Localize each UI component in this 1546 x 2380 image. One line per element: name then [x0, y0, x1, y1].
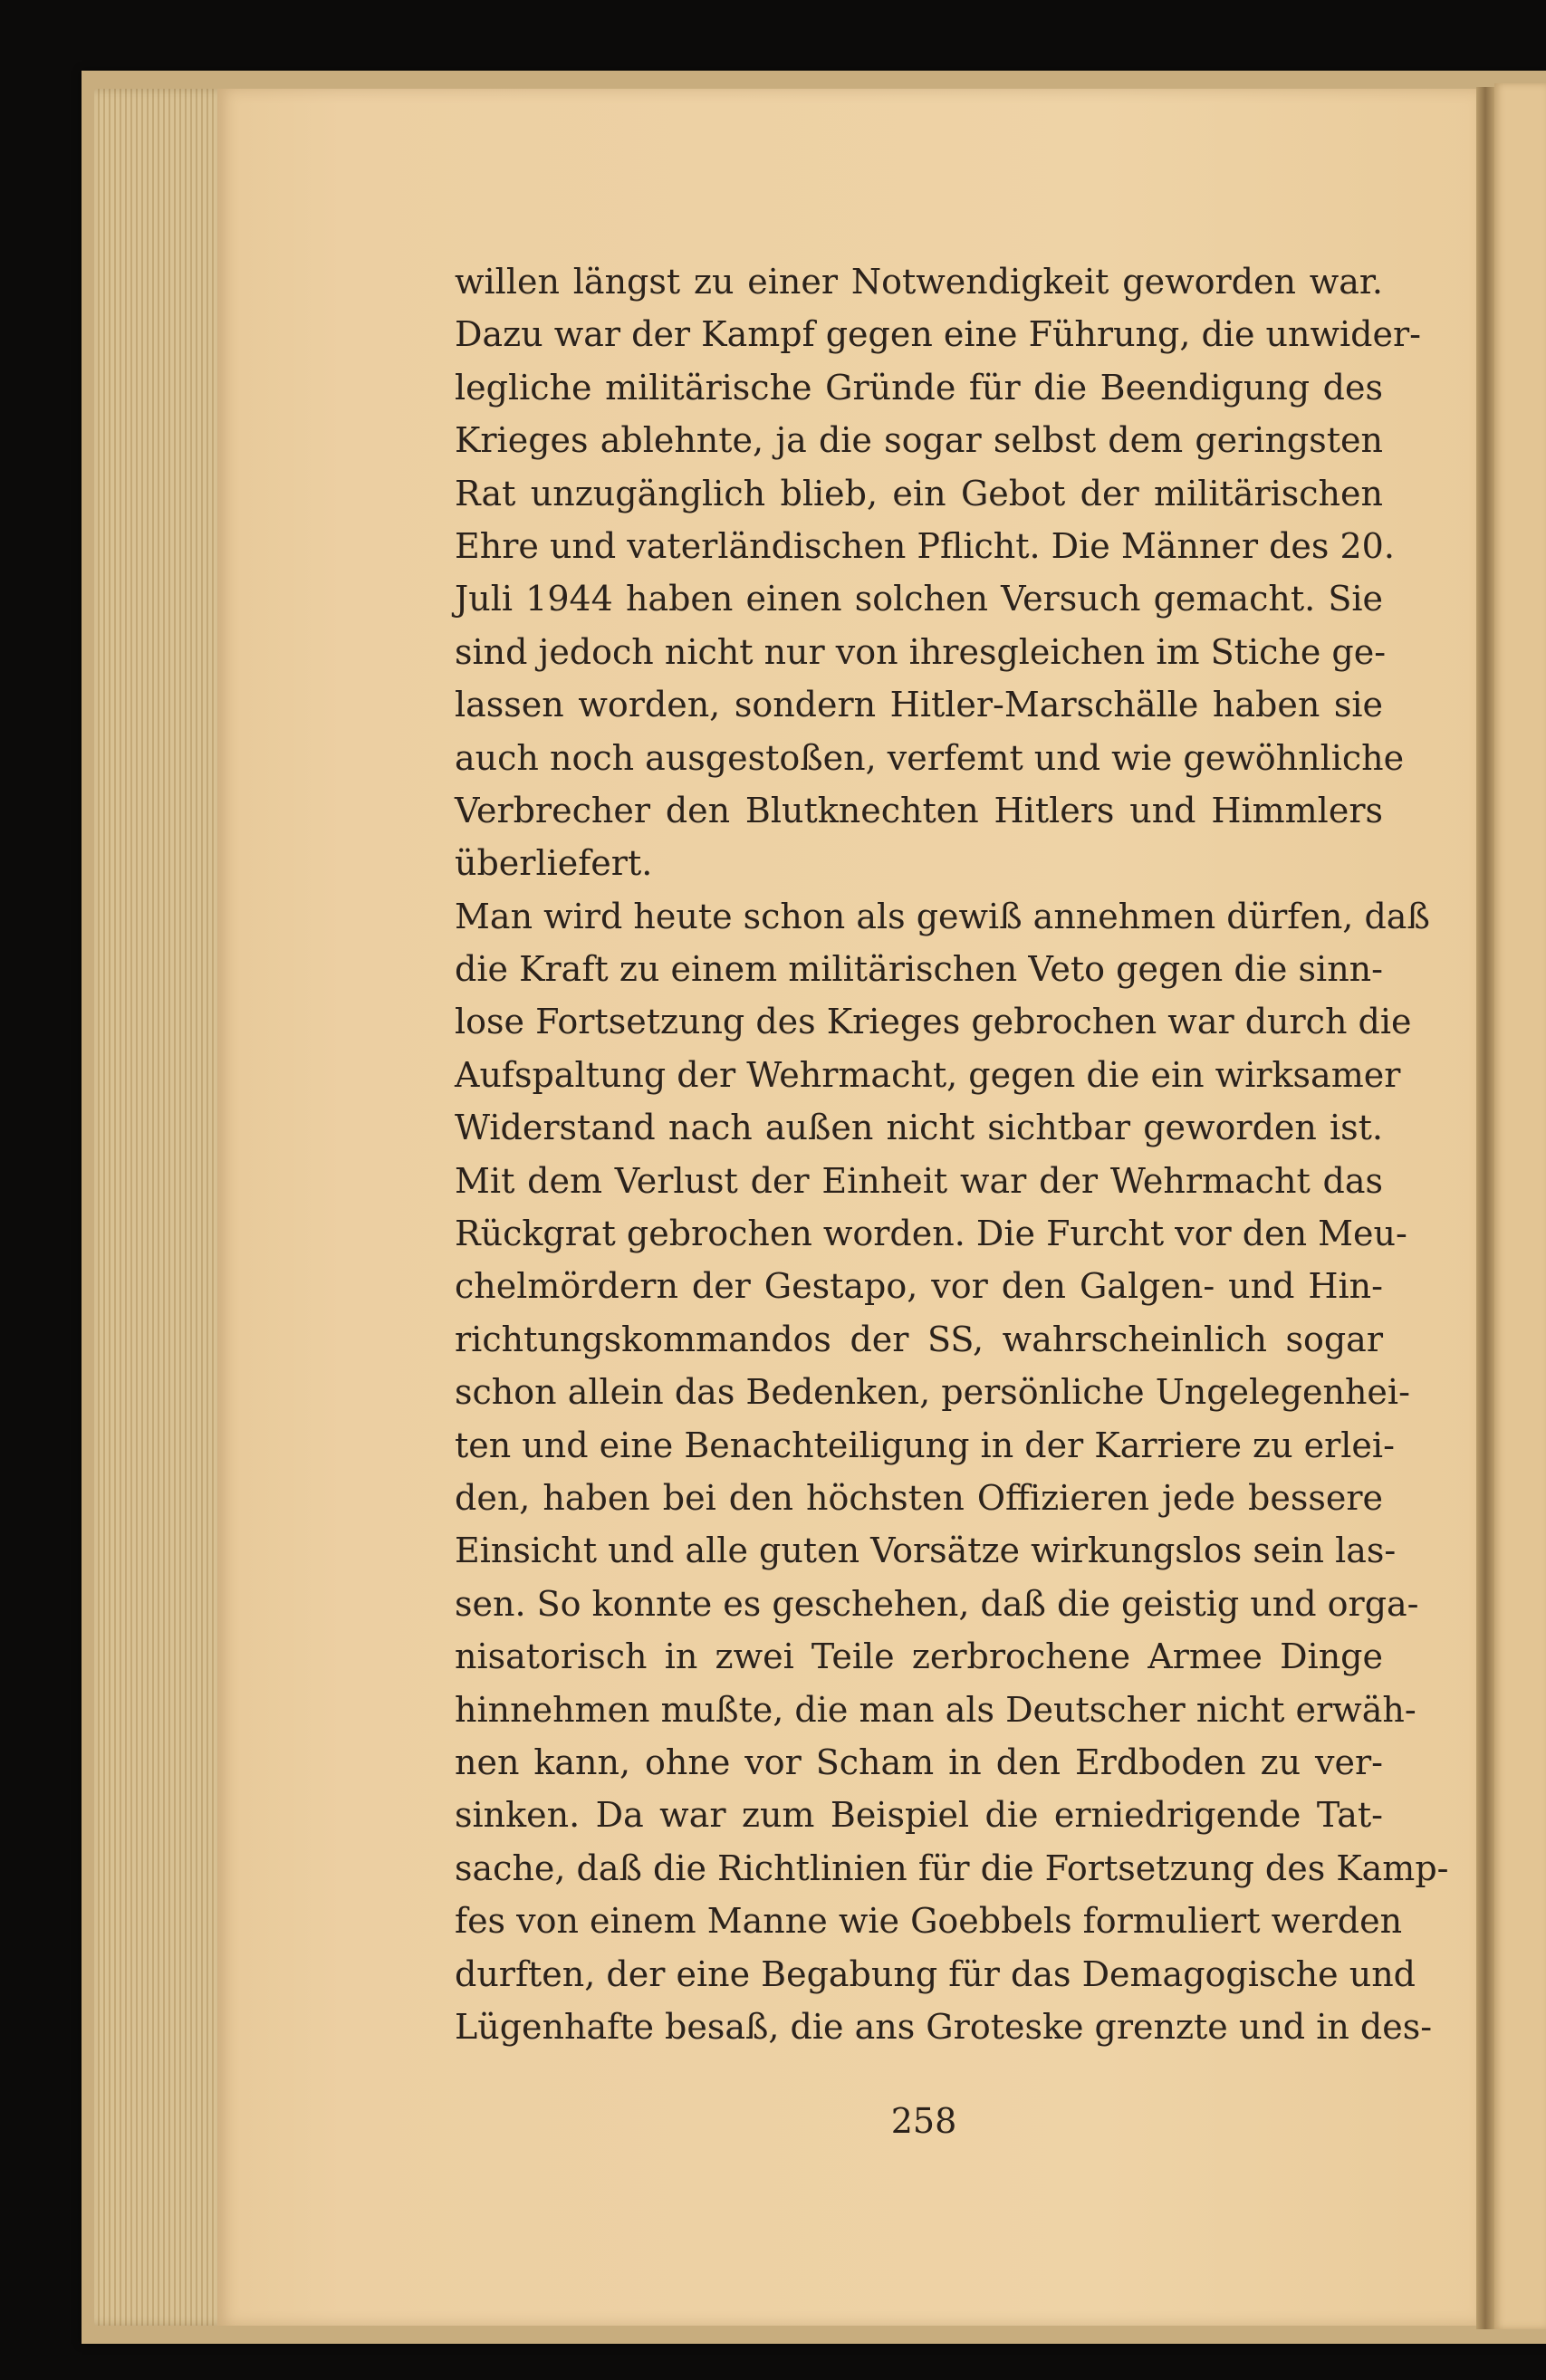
text-line: Rückgrat gebrochen worden. Die Furcht vor den Meu-	[455, 1214, 1407, 1254]
next-page-edge	[1494, 83, 1546, 2329]
text-line: Juli 1944 haben einen solchen Versuch gemacht. Sie	[455, 579, 1383, 619]
text-line: Ehre und vaterländischen Pflicht. Die Männer des 20.	[455, 525, 1395, 566]
text-line: Mit dem Verlust der Einheit war der Wehrmacht das	[455, 1160, 1383, 1201]
text-line: sind jedoch nicht nur von ihresgleichen im Stiche ge-	[455, 631, 1387, 672]
text-line: hinnehmen mußte, die man als Deutscher nicht erwäh-	[455, 1689, 1416, 1730]
text-line: Krieges ablehnte, ja die sogar selbst dem geringsten	[455, 420, 1383, 461]
text-line: sen. So konnte es geschehen, daß die geistig und orga-	[455, 1583, 1419, 1624]
text-line: durften, der eine Begabung für das Demagogische und	[455, 1953, 1416, 1994]
book-gutter	[1476, 87, 1494, 2329]
text-line: Verbrecher den Blutknechten Hitlers und Himmlers	[455, 790, 1383, 830]
text-line: überliefert.	[455, 843, 653, 884]
text-line: Einsicht und alle guten Vorsätze wirkungslos sein las-	[455, 1531, 1397, 1571]
text-line: nisatorisch in zwei Teile zerbrochene Armee Dinge	[455, 1636, 1383, 1677]
text-line: willen längst zu einer Notwendigkeit geworden war.	[455, 262, 1383, 302]
body-text	[455, 255, 1449, 2053]
page-stack-edge	[94, 89, 230, 2326]
text-line: chelmördern der Gestapo, vor den Galgen- und Hin-	[455, 1266, 1383, 1307]
text-line: die Kraft zu einem militärischen Veto gegen die sinn-	[455, 949, 1383, 990]
text-line: legliche militärische Gründe für die Beendigung des	[455, 367, 1383, 408]
text-line: sinken. Da war zum Beispiel die erniedrigende Tat-	[455, 1795, 1383, 1836]
text-line: Dazu war der Kampf gegen eine Führung, die unwider-	[455, 314, 1421, 355]
text-line: Widerstand nach außen nicht sichtbar geworden ist.	[455, 1108, 1383, 1148]
text-line: auch noch ausgestoßen, verfemt und wie gewöhnliche	[455, 737, 1405, 778]
text-line: den, haben bei den höchsten Offizieren jede bessere	[455, 1477, 1383, 1518]
text-line: lose Fortsetzung des Krieges gebrochen war durch die	[455, 1002, 1412, 1042]
text-line: Aufspaltung der Wehrmacht, gegen die ein wirksamer	[455, 1054, 1401, 1095]
text-line: richtungskommandos der SS, wahrscheinlich sogar	[455, 1319, 1383, 1359]
text-line: lassen worden, sondern Hitler-Marschälle haben sie	[455, 685, 1383, 725]
text-line: fes von einem Manne wie Goebbels formuliert werden	[455, 1901, 1403, 1942]
text-line: schon allein das Bedenken, persönliche Ungelegenhei-	[455, 1372, 1410, 1413]
text-line: nen kann, ohne vor Scham in den Erdboden zu ver-	[455, 1742, 1383, 1782]
text-line: Man wird heute schon als gewiß annehmen dürfen, daß	[455, 896, 1430, 936]
text-line: ten und eine Benachteiligung in der Karriere zu erlei-	[455, 1425, 1395, 1465]
page-number: 258	[890, 2101, 957, 2141]
text-line: Rat unzugänglich blieb, ein Gebot der militärischen	[455, 473, 1383, 513]
text-line: sache, daß die Richtlinien für die Fortsetzung des Kamp-	[455, 1847, 1449, 1888]
text-line: Lügenhafte besaß, die ans Groteske grenzte und in des-	[455, 2006, 1433, 2047]
